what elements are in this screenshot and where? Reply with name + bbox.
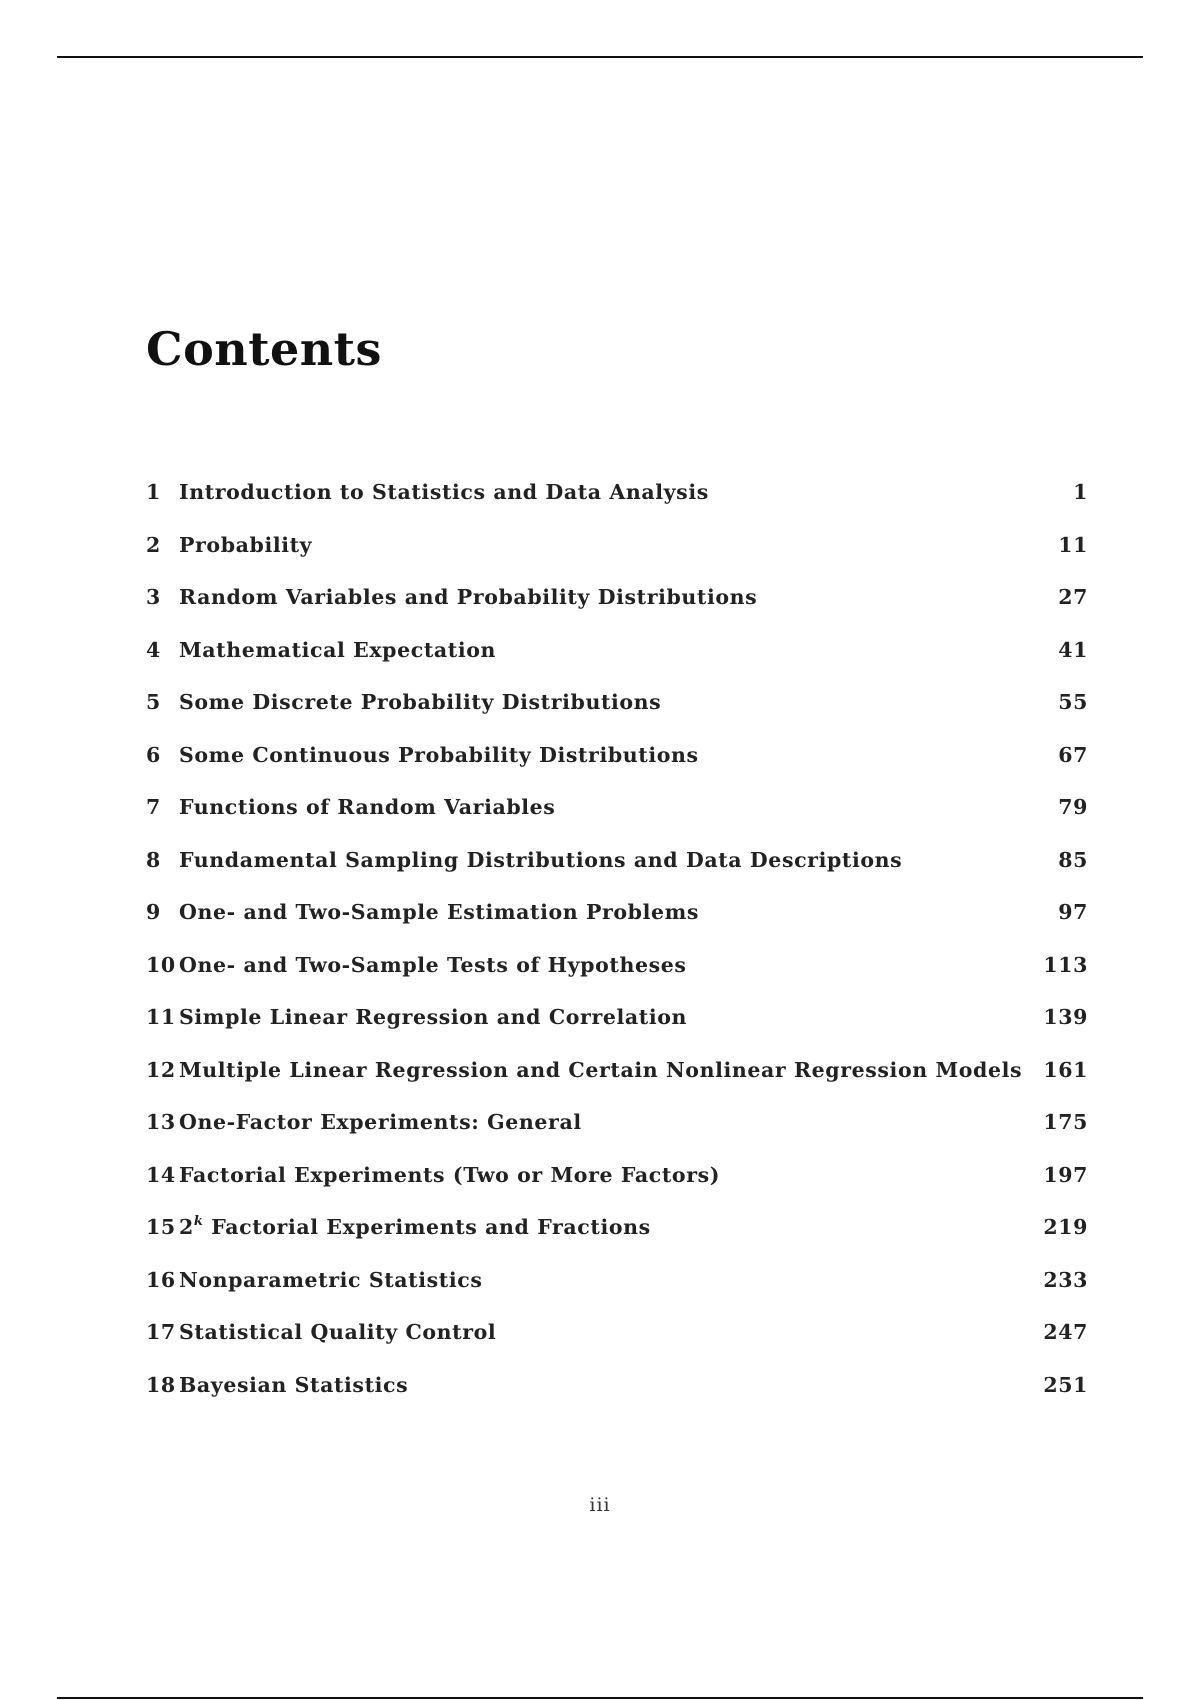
chapter-title: Multiple Linear Regression and Certain Nonlinear Regression Models [179,1057,1023,1082]
chapter-title: Factorial Experiments (Two or More Factors) [179,1162,721,1187]
toc-entry[interactable] [146,533,1088,586]
page-number: 219 [1043,1215,1088,1239]
chapter-number: 18 [146,1372,176,1397]
toc-entry[interactable] [146,848,1088,901]
toc-entry[interactable] [146,585,1088,638]
chapter-title: Functions of Random Variables [179,795,556,819]
page-number: 247 [1043,1320,1088,1344]
page-title: Contents [146,322,382,376]
page-number: 161 [1043,1057,1088,1082]
chapter-number: 16 [146,1267,176,1292]
chapter-title: Nonparametric Statistics [179,1267,483,1292]
chapter-title: Random Variables and Probability Distributions [179,585,758,609]
page-number: 233 [1043,1267,1088,1292]
chapter-title: One- and Two-Sample Estimation Problems [179,900,700,924]
page-number: 1 [1073,480,1088,504]
chapter-number: 12 [146,1057,176,1082]
toc-entry[interactable] [146,743,1088,796]
chapter-number: 4 [146,637,161,662]
chapter-number: 9 [146,900,161,924]
chapter-number: 15 [146,1215,176,1239]
chapter-number: 11 [146,1005,176,1029]
page-number: 41 [1058,637,1088,662]
chapter-title: Fundamental Sampling Distributions and Data Descriptions [179,847,903,872]
toc-entry[interactable] [146,795,1088,848]
chapter-title [179,1215,1028,1239]
page-number: 139 [1043,1005,1088,1029]
chapter-number: 5 [146,690,161,714]
page-number: 175 [1043,1110,1088,1134]
toc-entry[interactable] [146,900,1088,953]
page-number: 11 [1058,532,1088,557]
page-number: 55 [1058,690,1088,714]
chapter-title: Some Discrete Probability Distributions [179,690,662,714]
page-number: 79 [1058,795,1088,819]
chapter-title: Mathematical Expectation [179,637,497,662]
toc-entry[interactable] [146,953,1088,1006]
toc-entry[interactable] [146,638,1088,691]
chapter-number: 17 [146,1320,176,1344]
chapter-title: Statistical Quality Control [179,1320,497,1344]
toc-entry[interactable] [146,1268,1088,1321]
toc-entry[interactable] [146,480,1088,533]
toc-entry[interactable] [146,1058,1088,1111]
chapter-number: 14 [146,1162,176,1187]
chapter-title: One-Factor Experiments: General [179,1110,582,1134]
page-number: 27 [1058,585,1088,609]
chapter-title: Bayesian Statistics [179,1372,409,1397]
chapter-title: Probability [179,532,313,557]
page-number: 197 [1043,1162,1088,1187]
page-folio: iii [589,1494,611,1516]
toc-entry[interactable] [146,1320,1088,1373]
chapter-number: 2 [146,532,161,557]
chapter-title: One- and Two-Sample Tests of Hypotheses [179,952,687,977]
chapter-title: Simple Linear Regression and Correlation [179,1005,687,1029]
chapter-number: 8 [146,847,161,872]
chapter-number: 13 [146,1110,176,1134]
toc-entry[interactable] [146,690,1088,743]
title-superscript: k [193,1214,204,1229]
chapter-title: Introduction to Statistics and Data Analysis [179,480,709,504]
title-rest: Factorial Experiments and Fractions [203,1215,651,1239]
toc-entry[interactable] [146,1110,1088,1163]
toc-entry[interactable] [146,1163,1088,1216]
table-of-contents [146,480,1088,1425]
chapter-number: 10 [146,952,176,977]
toc-entry[interactable] [146,1215,1088,1268]
chapter-number: 7 [146,795,161,819]
page-number: 251 [1043,1372,1088,1397]
toc-entry[interactable] [146,1373,1088,1426]
toc-entry[interactable] [146,1005,1088,1058]
bottom-rule [57,1697,1143,1699]
page-number: 67 [1058,742,1088,767]
page-number: 97 [1058,900,1088,924]
page-number: 85 [1058,847,1088,872]
chapter-number: 3 [146,585,161,609]
title-base: 2 [179,1215,194,1239]
top-rule [57,56,1143,58]
chapter-number: 6 [146,742,161,767]
chapter-number: 1 [146,480,161,504]
page-number: 113 [1043,952,1088,977]
chapter-title: Some Continuous Probability Distributions [179,742,699,767]
